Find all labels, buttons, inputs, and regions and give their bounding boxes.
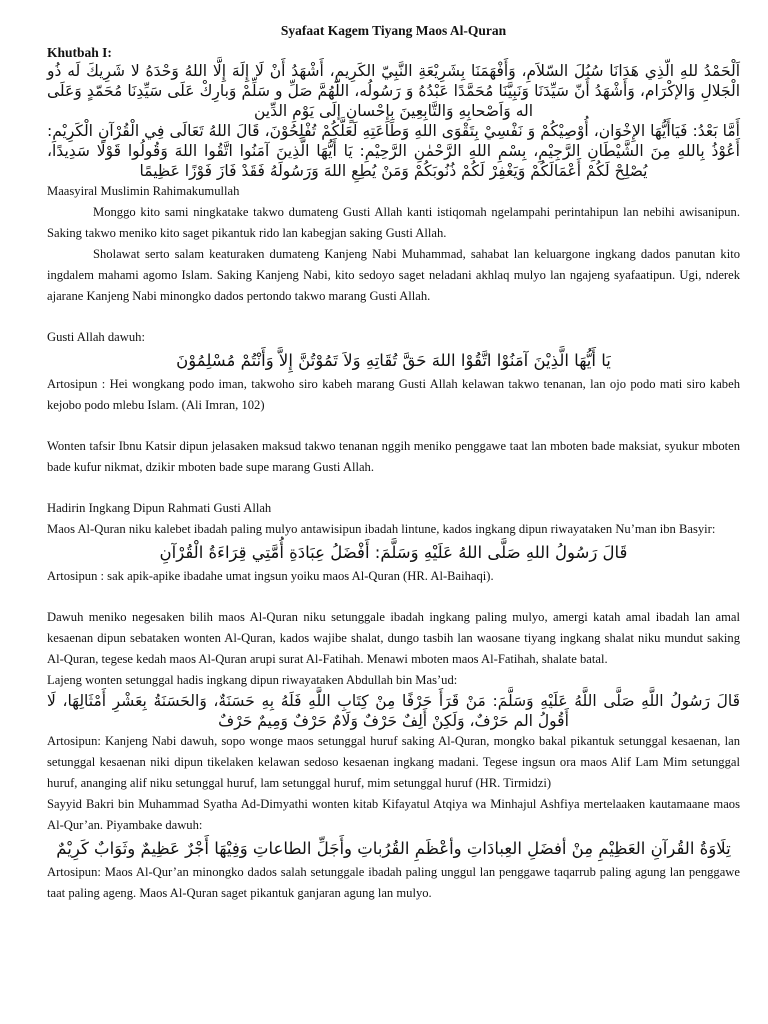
greeting: Maasyiral Muslimin Rahimakumullah xyxy=(47,184,240,198)
opening-arabic-amma-badu: أَمَّا بَعْدُ: فَيَاأَيُّهَا الإِخْوَان، أُوْصِيْكُمْ وَ نَفْسِيْ بِتَقْوَى اللهِ وَطَاعَتِهِ لَعَلَّكُمْ تُفْلِحُوْنَ، قَالَ اللهُ تَعَالَى فِي الْقُرْآنِ الْكَرِيْمِ: أَعُوْذُ بِاللهِ مِنَ الشَّيْطَانِ الرَّجِيْمِ، بِسْمِ اللهِ الرَّحْمٰنِ الرَّحِيْمِ: يَا أَيُّهَا الَّذِينَ آمَنُوا اتَّقُوا اللهَ وَقُولُوا قَوْلًا سَدِيدًا، يُصْلِحْ لَكُمْ أَعْمَالَكُمْ وَيَغْفِرْ لَكُمْ ذُنُوبَكُمْ وَمَنْ يُطِعِ اللهَ وَرَسُولَهُ فَقَدْ فَازَ فَوْزًا عَظِيمًا xyxy=(47,122,740,180)
quote-tilawah: تِلَاوَةُ القُرآنِ العَظِيْمِ مِنْ أفضَلِ العِبادَاتِ وأعْظَمِ القُرُباتِ وأَجَلِّ الطاعاتِ وَفِيْهَا أَجْرٌ عَظِيمٌ وثَوَابٌ كَرِيْمٌ xyxy=(56,839,731,858)
khutbah-label: Khutbah I: xyxy=(47,45,112,60)
paragraph-sayyid-bakri: Sayyid Bakri bin Muhammad Syatha Ad-Dimyathi wonten kitab Kifayatul Atqiya wa Minhajul Ashfiya mertelaaken kautamaane maos Al-Qur’an. Piyambake dawuh: xyxy=(47,797,740,832)
artosipun-hadith-2: Artosipun: Kanjeng Nabi dawuh, sopo wonge maos setunggal huruf saking Al-Quran, mongko bakal pikantuk setunggal kesaenan, lan setunggal kesaenan niki dipun tikelaken kelawan sedoso kesaenan ingkang madani. Tegese ingsun ora maos Alif Lam Mim setunggal huruf, ananging alif niku setunggal huruf, lam setunggal huruf, mim setunggal huruf (HR. Tirmidzi) xyxy=(47,734,740,790)
hadith-harf: قَالَ رَسُولُ اللَّهِ صَلَّى اللَّهُ عَلَيْهِ وَسَلَّمَ: مَنْ قَرَأَ حَرْفًا مِنْ كِتَابِ اللَّهِ فَلَهُ بِهِ حَسَنَةٌ، وَالحَسَنَةُ بِعَشْرِ أَمْثَالِهَا، لَا أَقُولُ الم حَرْفٌ، وَلَكِنْ أَلِفٌ حَرْفٌ وَلَامٌ حَرْفٌ وَمِيمٌ حَرْفٌ xyxy=(47,692,740,730)
artosipun-hadith-1: Artosipun : sak apik-apike ibadahe umat ingsun yoiku maos Al-Quran (HR. Al-Baihaqi). xyxy=(47,569,494,583)
paragraph-takwa: Monggo kito sami ningkatake takwo dumateng Gusti Allah kanti istiqomah ngelampahi perintahipun lan nebihi awisanipun. Saking takwo meniko kito saget pikantuk rido lan kabegjan saking Gusti Allah. xyxy=(47,205,740,240)
document-title: Syafaat Kagem Tiyang Maos Al-Quran xyxy=(280,23,507,38)
dawuh-label: Gusti Allah dawuh: xyxy=(47,330,145,344)
paragraph-lajeng: Lajeng wonten setunggal hadis ingkang dipun riwayataken Abdullah bin Mas’ud: xyxy=(47,673,458,687)
hadith-afdhalu-ibadah: قَالَ رَسُولُ اللهِ صَلَّى اللهُ عَلَيْهِ وَسَلَّمَ: أَفْضَلُ عِبَادَةِ أُمَّتِي قِرَاءَةُ الْقُرْآنِ xyxy=(159,543,628,562)
opening-arabic-praise: اَلْحَمْدُ للهِ الّذِي هَدَانَا سُبُلَ السّلاَمِ، وَأَفْهَمَنَا بِشَرِيْعَةِ النَّبِيّ الكَرِيمِ، أَشْهَدُ أَنْ لَا إِلَهَ إِلَّا اللهُ وَحْدَهُ لا شَرِيكَ لَه ذُو الْجَلالِ وَالإكْرَام، وَأَشْهَدُ أَنّ سَيِّدَنَا وَنَبِيَّنَا مُحَمَّدًا عَبْدُهُ وَ رَسُولُه، اللّهُمَّ صَلِّ و سَلِّمْ وَبارِكْ عَلَى سَيِّدِنَا مُحَمّدٍ وَعَلَى اله وَاَصْحابِهِ وَالتَّابِعِينَ بِإِحْسانٍ إلَى يَوْمِ الدِّين xyxy=(47,62,740,120)
hadirin-heading: Hadirin Ingkang Dipun Rahmati Gusti Allah xyxy=(47,501,272,515)
paragraph-maos-intro: Maos Al-Quran niku kalebet ibadah paling mulyo antawisipun ibadah lintune, kados ingkang dipun riwayataken Nu’man ibn Basyir: xyxy=(47,522,716,536)
paragraph-sholawat: Sholawat serto salam keaturaken dumateng Kanjeng Nabi Muhammad, sahabat lan keluargone ingkang dados panutan kito ingdalem mahami agomo Islam. Saking Kanjeng Nabi, kito sedoyo saget neladani akhlaq mulyo lan ngajeng syafaatipun. Ugi, nderek ajarane Kanjeng Nabi minongko dados pertondo takwo marang Gusti Allah. xyxy=(47,247,740,303)
paragraph-tafsir: Wonten tafsir Ibnu Katsir dipun jelasaken maksud takwo tenanan nggih meniko penggawe taat lan mboten bade maksiat, syukur mboten bade kufur nikmat, dzikir mboten bade supe marang Gusti Allah. xyxy=(47,439,740,474)
artosipun-ayat: Artosipun : Hei wongkang podo iman, takwoho siro kabeh marang Gusti Allah kelawan takwo tenanan, lan ojo podo mati siro kabeh kejobo podo mlebu Islam. (Ali Imran, 102) xyxy=(47,377,740,412)
artosipun-tilawah: Artosipun: Maos Al-Qur’an minongko dados salah setunggale ibadah paling unggul lan penggawe taqarrub paling agung lan penggawe taat paling ageng. Maos Al-Quran saget pikantuk ganjaran agung lan mulyo. xyxy=(47,865,740,900)
paragraph-dawuh-negesaken: Dawuh meniko negesaken bilih maos Al-Quran niku setunggale ibadah ingkang paling mulyo, amergi katah amal ibadah lan amal kesaenan dipun sebataken wonten Al-Quran, kados wajibe shalat, dungo tasbih lan waosane tiyang ingkang shalat niku mundut saking Al-Quran, tegese kedah maos Al-Quran arupi surat Al-Fatihah. Menawi mboten maos Al-Fatihah, shalate batal. xyxy=(47,610,740,666)
ayat-ali-imran: يَا أَيُّهَا الَّذِيْنَ آمَنُوْا اتَّقُوْا اللهَ حَقَّ تُقَاتِهِ وَلاَ تَمُوْتُنَّ إِلاَّ وَأَنْتُمْ مُسْلِمُوْنَ xyxy=(176,351,611,370)
